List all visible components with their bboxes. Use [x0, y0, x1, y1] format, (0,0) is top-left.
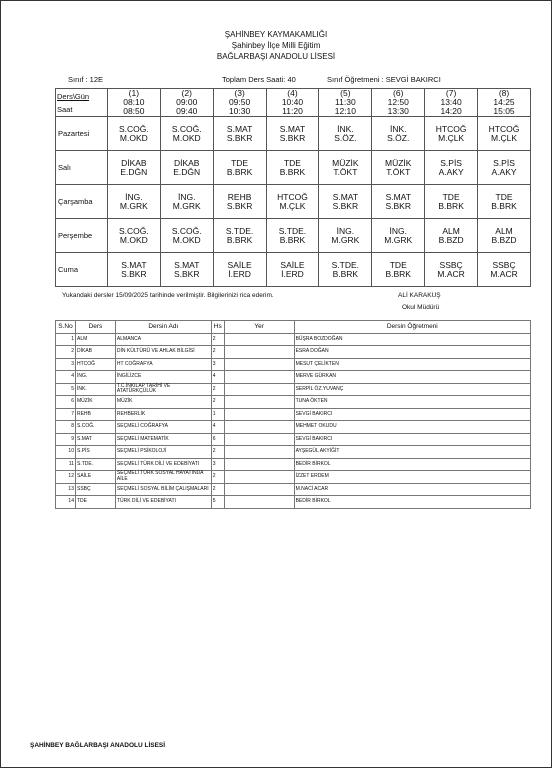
lesson-code: S.TDE.	[278, 225, 307, 236]
lesson-teacher: E.DĞN	[120, 166, 148, 177]
lesson-cell	[372, 185, 425, 219]
course-teacher: SEVGİ BAKIRCI	[294, 408, 530, 421]
course-name: İNGİLİZCE	[115, 371, 211, 384]
course-code: SAİLE	[75, 471, 115, 484]
course-row	[56, 396, 531, 409]
lesson-cell	[319, 253, 372, 287]
course-teacher: BEDİR BİRKOL	[294, 458, 530, 471]
lesson-code: S.COĞ.	[171, 225, 202, 236]
course-code: HTCOĞ	[75, 358, 115, 371]
lesson-code: İNG.	[125, 191, 143, 202]
lesson-teacher: M.GRK	[172, 200, 201, 211]
course-teacher: İZZET ERDEM	[294, 471, 530, 484]
lesson-code: HTCOĞ	[488, 123, 520, 134]
lesson-cell	[425, 253, 478, 287]
course-code: S.MAT	[75, 433, 115, 446]
lesson-cell	[478, 219, 531, 253]
lesson-teacher: B.BZD	[491, 234, 517, 245]
corner-cell	[56, 89, 108, 117]
lesson-code: HTCOĞ	[277, 191, 308, 202]
course-name: SEÇMELİ TÜRK SOSYAL HAYATINDA AİLE	[115, 471, 211, 484]
course-code: MÜZİK	[75, 396, 115, 409]
course-name: SEÇMELİ TÜRK DİLİ VE EDEBİYATI	[115, 458, 211, 471]
course-teacher: MEHMET OKUDU	[294, 421, 530, 434]
note-text: Yukandaki dersler 15/09/2025 tarihinde verilmiştir. Bilgilerinizi rica ederim.	[62, 292, 274, 299]
lesson-code: TDE	[442, 191, 460, 202]
period-header	[319, 89, 372, 117]
lesson-code: İNG.	[336, 225, 355, 236]
col-header-room: Yer	[224, 321, 294, 334]
lesson-teacher: S.ÖZ.	[387, 132, 410, 143]
lesson-teacher: M.ÇLK	[491, 132, 518, 143]
corner-day-label: Ders\Gün	[57, 91, 90, 101]
lesson-cell	[319, 117, 372, 151]
course-name: SEÇMELİ COĞRAFYA	[115, 421, 211, 434]
course-hours: 2	[211, 471, 224, 484]
period-start: 11:30	[335, 97, 356, 107]
lesson-code: MÜZİK	[385, 157, 412, 168]
lesson-teacher: T.ÖKT	[386, 166, 411, 177]
course-no: 8	[56, 421, 76, 434]
course-no: 6	[56, 396, 76, 409]
lesson-teacher: İ.ERD	[281, 268, 304, 279]
lesson-teacher: S.BKR	[121, 268, 147, 279]
course-row	[56, 358, 531, 371]
course-room	[224, 408, 294, 421]
lesson-teacher: B.BRK	[438, 200, 464, 211]
course-no: 5	[56, 383, 76, 396]
period-header	[266, 89, 319, 117]
lesson-cell	[372, 253, 425, 287]
course-teacher: SEVGİ BAKIRCI	[294, 433, 530, 446]
lesson-cell	[266, 117, 319, 151]
schedule-day-row	[56, 219, 531, 253]
course-hours: 4	[211, 371, 224, 384]
day-name: Cuma	[56, 253, 108, 287]
period-end: 11:20	[282, 106, 303, 116]
total-hours-label: Toplam Ders Saati: 40	[222, 75, 296, 84]
lesson-cell	[425, 219, 478, 253]
course-code: İNK.	[75, 383, 115, 396]
course-no: 4	[56, 371, 76, 384]
period-start: 09:50	[228, 97, 251, 107]
course-row	[56, 408, 531, 421]
lesson-teacher: M.ACR	[437, 268, 465, 279]
col-header-code: Ders	[75, 321, 115, 334]
period-start: 14:25	[493, 97, 515, 107]
course-row	[56, 371, 531, 384]
course-room	[224, 446, 294, 459]
lesson-teacher: T.ÖKT	[333, 166, 358, 177]
lesson-cell	[266, 185, 319, 219]
period-start: 08:10	[123, 97, 145, 107]
course-hours: 2	[211, 346, 224, 359]
lesson-code: MÜZİK	[332, 157, 359, 168]
lesson-cell	[478, 117, 531, 151]
lesson-code: ALM	[442, 225, 460, 236]
lesson-code: SAİLE	[227, 259, 252, 270]
lesson-cell	[160, 253, 213, 287]
course-teacher: AYŞEGÜL AKYİĞİT	[294, 446, 530, 459]
course-no: 2	[56, 346, 76, 359]
lesson-cell	[107, 219, 160, 253]
course-no: 1	[56, 333, 76, 346]
lesson-code: SSBÇ	[439, 259, 463, 270]
lesson-code: İNK.	[389, 123, 407, 134]
lesson-teacher: S.BKR	[226, 200, 253, 211]
lesson-code: TDE	[231, 157, 249, 168]
day-name: Perşembe	[56, 219, 108, 253]
header-line-2: Şahinbey İlçe Milli Eğitim	[231, 41, 321, 50]
lesson-teacher: M.GRK	[119, 200, 148, 211]
lesson-cell	[319, 185, 372, 219]
course-row	[56, 421, 531, 434]
lesson-teacher: B.BRK	[385, 268, 411, 279]
course-code: SSBÇ	[75, 483, 115, 496]
period-start: 10:40	[281, 97, 304, 107]
course-hours: 6	[211, 433, 224, 446]
period-no: (5)	[340, 88, 351, 98]
course-list-header	[56, 321, 531, 334]
lesson-code: HTCOĞ	[435, 123, 467, 134]
lesson-code: ALM	[495, 225, 513, 236]
course-code: İNG.	[75, 371, 115, 384]
lesson-teacher: B.BZD	[438, 234, 464, 245]
course-room	[224, 496, 294, 509]
lesson-code: TDE	[389, 259, 407, 270]
course-room	[224, 396, 294, 409]
course-no: 14	[56, 496, 76, 509]
col-header-no: S.No	[56, 321, 76, 334]
lesson-cell	[266, 219, 319, 253]
header-line-1: ŞAHİNBEY KAYMAKAMLIĞI	[224, 30, 328, 39]
course-row	[56, 333, 531, 346]
lesson-teacher: B.BRK	[279, 234, 306, 245]
class-teacher-label: Sınıf Öğretmeni : SEVGİ BAKIRCI	[327, 75, 441, 84]
course-code: REHB	[75, 408, 115, 421]
lesson-code: S.COĞ.	[171, 123, 202, 134]
lesson-teacher: S.BKR	[385, 200, 411, 211]
period-start: 09:00	[176, 97, 198, 107]
lesson-cell	[107, 117, 160, 151]
period-end: 09:40	[176, 106, 198, 116]
lesson-cell	[425, 117, 478, 151]
course-name: SEÇMELİ MATEMATİK	[115, 433, 211, 446]
lesson-code: S.TDE.	[331, 259, 360, 270]
course-hours: 5	[211, 496, 224, 509]
period-no: (3)	[234, 88, 245, 98]
course-room	[224, 346, 294, 359]
lesson-teacher: S.BKR	[332, 200, 359, 211]
course-row	[56, 346, 531, 359]
lesson-code: İNG.	[177, 191, 196, 202]
course-teacher: MERVE GÜRKAN	[294, 371, 530, 384]
col-header-hours: Hs	[211, 321, 224, 334]
lesson-cell	[478, 185, 531, 219]
course-room	[224, 471, 294, 484]
period-no: (1)	[128, 88, 140, 98]
lesson-teacher: S.ÖZ.	[334, 132, 357, 143]
lesson-cell	[107, 253, 160, 287]
corner-time-label: Saat	[57, 104, 73, 114]
lesson-code: S.MAT	[226, 123, 253, 134]
weekly-schedule-table	[55, 88, 531, 287]
lesson-teacher: M.ACR	[490, 268, 518, 279]
course-teacher: BÜŞRA BOZDOĞAN	[294, 333, 530, 346]
course-no: 10	[56, 446, 76, 459]
course-hours: 3	[211, 358, 224, 371]
course-hours: 2	[211, 446, 224, 459]
course-name: TÜRK DİLİ VE EDEBİYATI	[115, 496, 211, 509]
lesson-cell	[213, 151, 266, 185]
period-header	[107, 89, 160, 117]
day-name: Pazartesi	[56, 117, 108, 151]
lesson-teacher: M.OKD	[172, 132, 201, 143]
period-end: 10:30	[228, 106, 251, 116]
course-code: DİKAB	[75, 346, 115, 359]
period-start: 12:50	[387, 97, 409, 107]
col-header-teacher: Dersin Öğretmeni	[294, 321, 530, 334]
course-no: 7	[56, 408, 76, 421]
lesson-code: İNK.	[337, 123, 354, 134]
lesson-code: S.MAT	[121, 259, 147, 270]
lesson-cell	[213, 185, 266, 219]
course-name: SEÇMELİ SOSYAL BİLİM ÇALIŞMALARI	[115, 483, 211, 496]
course-teacher: SERPİL ÖZ.YUVANÇ	[294, 383, 530, 396]
course-teacher: M.NACİ ACAR	[294, 483, 530, 496]
lesson-teacher: M.GRK	[331, 234, 360, 245]
course-hours: 2	[211, 483, 224, 496]
course-teacher: TUNA ÖKTEN	[294, 396, 530, 409]
course-room	[224, 483, 294, 496]
course-room	[224, 421, 294, 434]
lesson-cell	[266, 151, 319, 185]
course-code: S.PİS	[75, 446, 115, 459]
course-row	[56, 496, 531, 509]
lesson-cell	[266, 253, 319, 287]
lesson-cell	[372, 151, 425, 185]
lesson-cell	[319, 151, 372, 185]
period-no: (6)	[393, 88, 404, 98]
lesson-cell	[372, 219, 425, 253]
header-line-3: BAĞLARBAŞI ANADOLU LİSESİ	[216, 52, 336, 61]
course-code: S.TDE.	[75, 458, 115, 471]
course-code: ALM	[75, 333, 115, 346]
course-no: 3	[56, 358, 76, 371]
lesson-cell	[319, 219, 372, 253]
lesson-code: S.PİS	[440, 157, 462, 168]
lesson-teacher: B.BRK	[279, 166, 306, 177]
lesson-code: REHB	[227, 191, 252, 202]
course-teacher: ESRA DOĞAN	[294, 346, 530, 359]
lesson-code: SSBÇ	[492, 259, 516, 270]
course-room	[224, 433, 294, 446]
course-row	[56, 458, 531, 471]
schedule-day-row	[56, 117, 531, 151]
course-room	[224, 371, 294, 384]
period-no: (4)	[287, 88, 298, 98]
lesson-cell	[213, 253, 266, 287]
course-hours: 2	[211, 383, 224, 396]
course-code: S.COĞ.	[75, 421, 115, 434]
lesson-cell	[213, 117, 266, 151]
schedule-day-row	[56, 253, 531, 287]
lesson-teacher: S.BKR	[173, 268, 200, 279]
lesson-teacher: İ.ERD	[228, 268, 251, 279]
period-header	[160, 89, 213, 117]
course-hours: 2	[211, 333, 224, 346]
lesson-code: TDE	[283, 157, 301, 168]
period-end: 14:20	[440, 106, 462, 116]
day-name: Çarşamba	[56, 185, 108, 219]
course-row	[56, 446, 531, 459]
course-no: 13	[56, 483, 76, 496]
lesson-teacher: A.AKY	[491, 166, 517, 177]
footer-school-name: ŞAHİNBEY BAĞLARBAŞI ANADOLU LİSESİ	[30, 742, 166, 749]
lesson-teacher: B.BRK	[491, 200, 517, 211]
lesson-teacher: B.BRK	[332, 268, 359, 279]
signature-title: Okul Müdürü	[402, 304, 440, 311]
course-hours: 1	[211, 408, 224, 421]
lesson-code: S.COĞ.	[118, 225, 149, 236]
lesson-cell	[425, 151, 478, 185]
lesson-cell	[107, 151, 160, 185]
lesson-code: TDE	[495, 191, 513, 202]
class-label: Sınıf : 12E	[68, 75, 104, 84]
course-name: ALMANCA	[115, 333, 211, 346]
lesson-code: İNG.	[389, 225, 407, 236]
period-no: (8)	[498, 88, 510, 98]
course-name: SEÇMELİ PSİKOLOJİ	[115, 446, 211, 459]
lesson-teacher: B.BRK	[226, 234, 253, 245]
period-end: 08:50	[123, 106, 145, 116]
course-room	[224, 333, 294, 346]
lesson-teacher: M.ÇLK	[438, 132, 465, 143]
lesson-cell	[478, 253, 531, 287]
period-start: 13:40	[440, 97, 462, 107]
period-header	[372, 89, 425, 117]
course-name: DİN KÜLTÜRÜ VE AHLAK BİLGİSİ	[115, 346, 211, 359]
lesson-teacher: S.BKR	[226, 132, 253, 143]
course-row	[56, 483, 531, 496]
lesson-cell	[213, 219, 266, 253]
course-code: TDE	[75, 496, 115, 509]
lesson-code: S.MAT	[385, 191, 411, 202]
course-teacher: MESUT ÇELİKTEN	[294, 358, 530, 371]
lesson-cell	[160, 117, 213, 151]
course-hours: 3	[211, 458, 224, 471]
course-row	[56, 471, 531, 484]
lesson-cell	[425, 185, 478, 219]
lesson-teacher: M.OKD	[119, 234, 148, 245]
lesson-code: S.MAT	[332, 191, 359, 202]
lesson-code: S.TDE.	[225, 225, 254, 236]
course-room	[224, 358, 294, 371]
lesson-teacher: M.OKD	[172, 234, 201, 245]
col-header-name: Dersin Adı	[115, 321, 211, 334]
lesson-teacher: S.BKR	[279, 132, 306, 143]
course-no: 9	[56, 433, 76, 446]
course-hours: 4	[211, 421, 224, 434]
period-header	[213, 89, 266, 117]
course-hours: 2	[211, 396, 224, 409]
course-name: T.C.İNKILAP TARİHİ VE ATATÜRKÇÜLÜK	[115, 383, 211, 396]
period-no: (2)	[181, 88, 192, 98]
course-room	[224, 458, 294, 471]
course-name: REHBERLİK	[115, 408, 211, 421]
course-name: MÜZİK	[115, 396, 211, 409]
course-row	[56, 433, 531, 446]
period-header	[478, 89, 531, 117]
lesson-cell	[107, 185, 160, 219]
day-name: Salı	[56, 151, 108, 185]
lesson-code: S.COĞ.	[118, 123, 149, 134]
period-header	[425, 89, 478, 117]
lesson-code: S.MAT	[174, 259, 200, 270]
lesson-code: DİKAB	[121, 157, 147, 168]
course-room	[224, 383, 294, 396]
lesson-code: DİKAB	[173, 157, 200, 168]
period-end: 13:30	[387, 106, 409, 116]
period-no: (7)	[445, 88, 457, 98]
course-list-table	[55, 320, 531, 509]
schedule-day-row	[56, 151, 531, 185]
lesson-code: S.MAT	[279, 123, 306, 134]
lesson-teacher: M.ÇLK	[279, 200, 306, 211]
schedule-header-row	[56, 89, 531, 117]
course-row	[56, 383, 531, 396]
schedule-day-row	[56, 185, 531, 219]
lesson-code: S.PİS	[493, 157, 515, 168]
period-end: 12:10	[334, 106, 356, 116]
course-no: 12	[56, 471, 76, 484]
lesson-cell	[160, 151, 213, 185]
lesson-cell	[160, 185, 213, 219]
lesson-teacher: A.AKY	[438, 166, 464, 177]
lesson-cell	[160, 219, 213, 253]
course-no: 11	[56, 458, 76, 471]
lesson-teacher: M.GRK	[384, 234, 413, 245]
lesson-code: SAİLE	[280, 259, 305, 270]
course-teacher: BEDİR BİRKOL	[294, 496, 530, 509]
lesson-teacher: E.DĞN	[173, 166, 201, 177]
signature-name: ALİ KARAKUŞ	[398, 292, 441, 299]
period-end: 15:05	[493, 106, 515, 116]
lesson-teacher: B.BRK	[226, 166, 253, 177]
lesson-teacher: M.OKD	[119, 132, 148, 143]
lesson-cell	[372, 117, 425, 151]
course-name: HT COĞRAFYA	[115, 358, 211, 371]
lesson-cell	[478, 151, 531, 185]
